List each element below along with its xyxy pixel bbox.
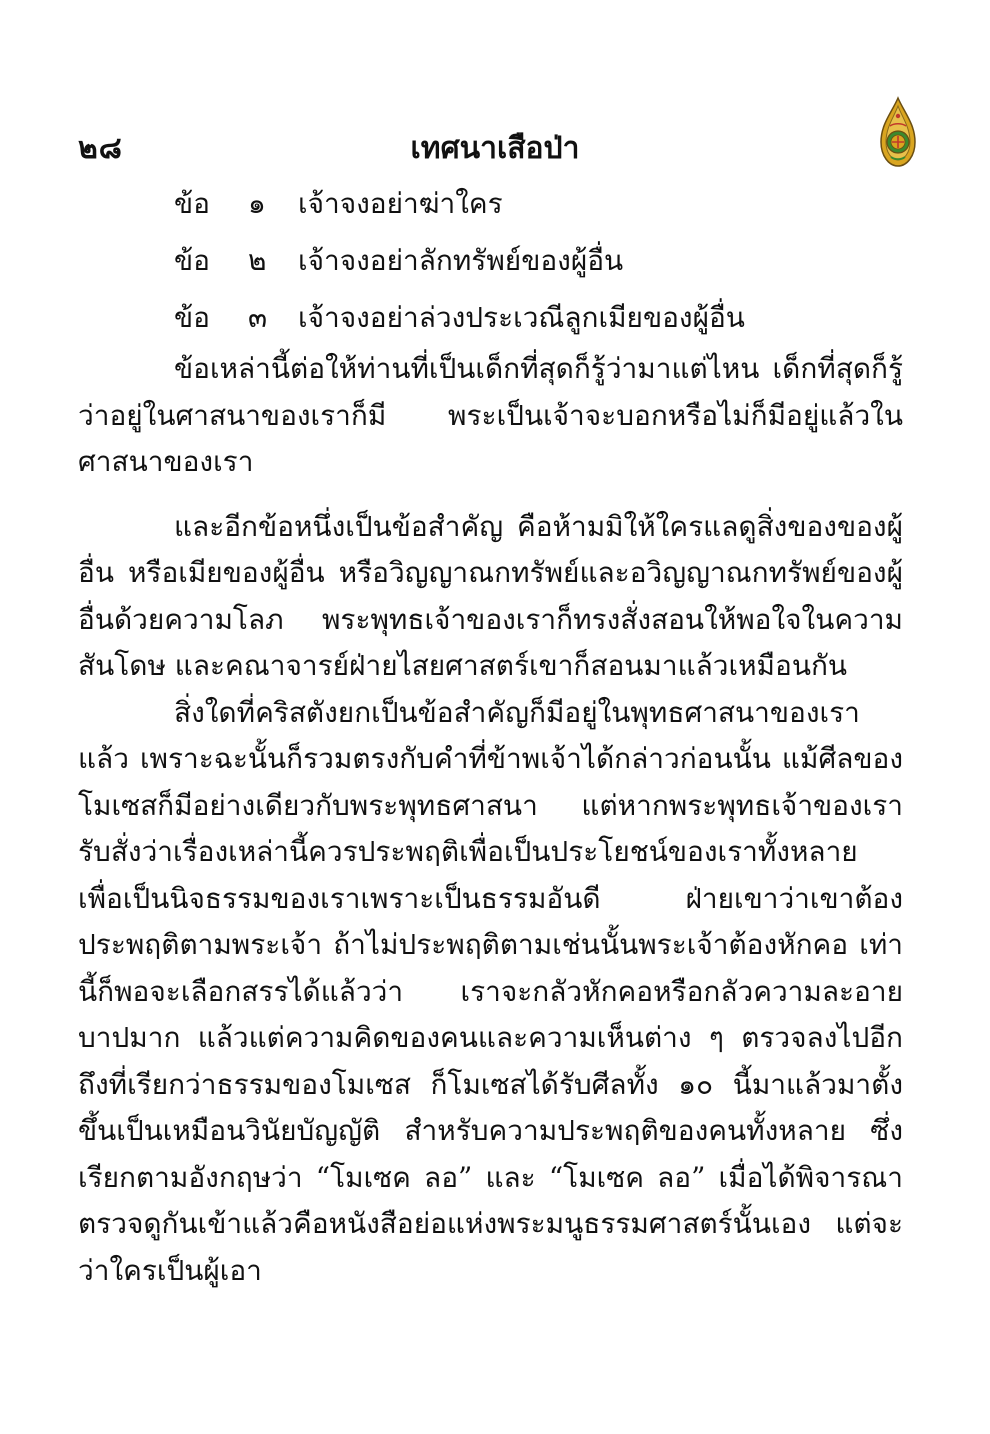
rule-item [78,289,903,346]
rule-number: ๓ [248,301,268,334]
paragraph: สิ่งใดที่คริสตังยกเป็นข้อสำคัญก็มีอยู่ในพุทธศาสนาของเราแล้ว เพราะฉะนั้นก็รวมตรงกับคำที่ข้าพเจ้าได้กล่าวก่อนนั้น แม้ศีลของโมเซสก็มีอย่างเดียวกับพระพุทธศาสนา แต่หากพระพุทธเจ้าของเรารับสั่งว่าเรื่องเหล่านี้ควรประพฤติเพื่อเป็นประโยชน์ของเราทั้งหลาย เพื่อเป็นนิจธรรมของเราเพราะเป็นธรรมอันดี ฝ่ายเขาว่าเขาต้องประพฤติตามพระเจ้า ถ้าไม่ประพฤติตามเช่นนั้นพระเจ้าต้องหักคอ เท่านี้ก็พอจะเลือกสรรได้แล้วว่า เราจะกลัวหักคอหรือกลัวความละอายบาปมาก แล้วแต่ความคิดของคนและความเห็นต่าง ๆ ตรวจลงไปอีกถึงที่เรียกว่าธรรมของโมเซส ก็โมเซสได้รับศีลทั้ง ๑๐ นี้มาแล้วมาตั้งขึ้นเป็นเหมือนวินัยบัญญัติ สำหรับความประพฤติของคนทั้งหลาย ซึ่งเรียกตามอังกฤษว่า “โมเซค ลอ” และ “โมเซค ลอ” เมื่อได้พิจารณาตรวจดูกันเข้าแล้วคือหนังสือย่อแห่งพระมนูธรรมศาสตร์นั้นเอง แต่จะว่าใครเป็นผู้เอา [78,695,903,1287]
page-header [78,125,912,173]
rule-label: ข้อ [174,301,210,334]
running-title: เทศนาเสือป่า [410,131,580,166]
page-number: ๒๘ [78,131,123,166]
body-text [78,175,903,1294]
rule-item [78,232,903,289]
rule-text: เจ้าจงอย่าฆ่าใคร [298,187,503,220]
rule-label: ข้อ [174,244,210,277]
royal-emblem-icon [878,96,918,168]
paragraph: ข้อเหล่านี้ต่อให้ท่านที่เป็นเด็กที่สุดก็รู้ว่ามาแต่ไหน เด็กที่สุดก็รู้ว่าอยู่ในศาสนาของเราก็มี พระเป็นเจ้าจะบอกหรือไม่ก็มีอยู่แล้วในศาสนาของเรา [78,352,903,478]
rule-label: ข้อ [174,187,210,220]
rule-item [78,175,903,232]
paragraph: และอีกข้อหนึ่งเป็นข้อสำคัญ คือห้ามมิให้ใครแลดูสิ่งของของผู้อื่น หรือเมียของผู้อื่น หรือวิญญาณกทรัพย์และอวิญญาณกทรัพย์ของผู้อื่นด้วยความโลภ พระพุทธเจ้าของเราก็ทรงสั่งสอนให้พอใจในความสันโดษ และคณาจารย์ฝ่ายไสยศาสตร์เขาก็สอนมาแล้วเหมือนกัน [78,509,903,682]
rule-text: เจ้าจงอย่าลักทรัพย์ของผู้อื่น [298,244,624,277]
rule-number: ๑ [248,187,266,220]
rule-text: เจ้าจงอย่าล่วงประเวณีลูกเมียของผู้อื่น [298,301,745,334]
rule-number: ๒ [248,244,267,277]
